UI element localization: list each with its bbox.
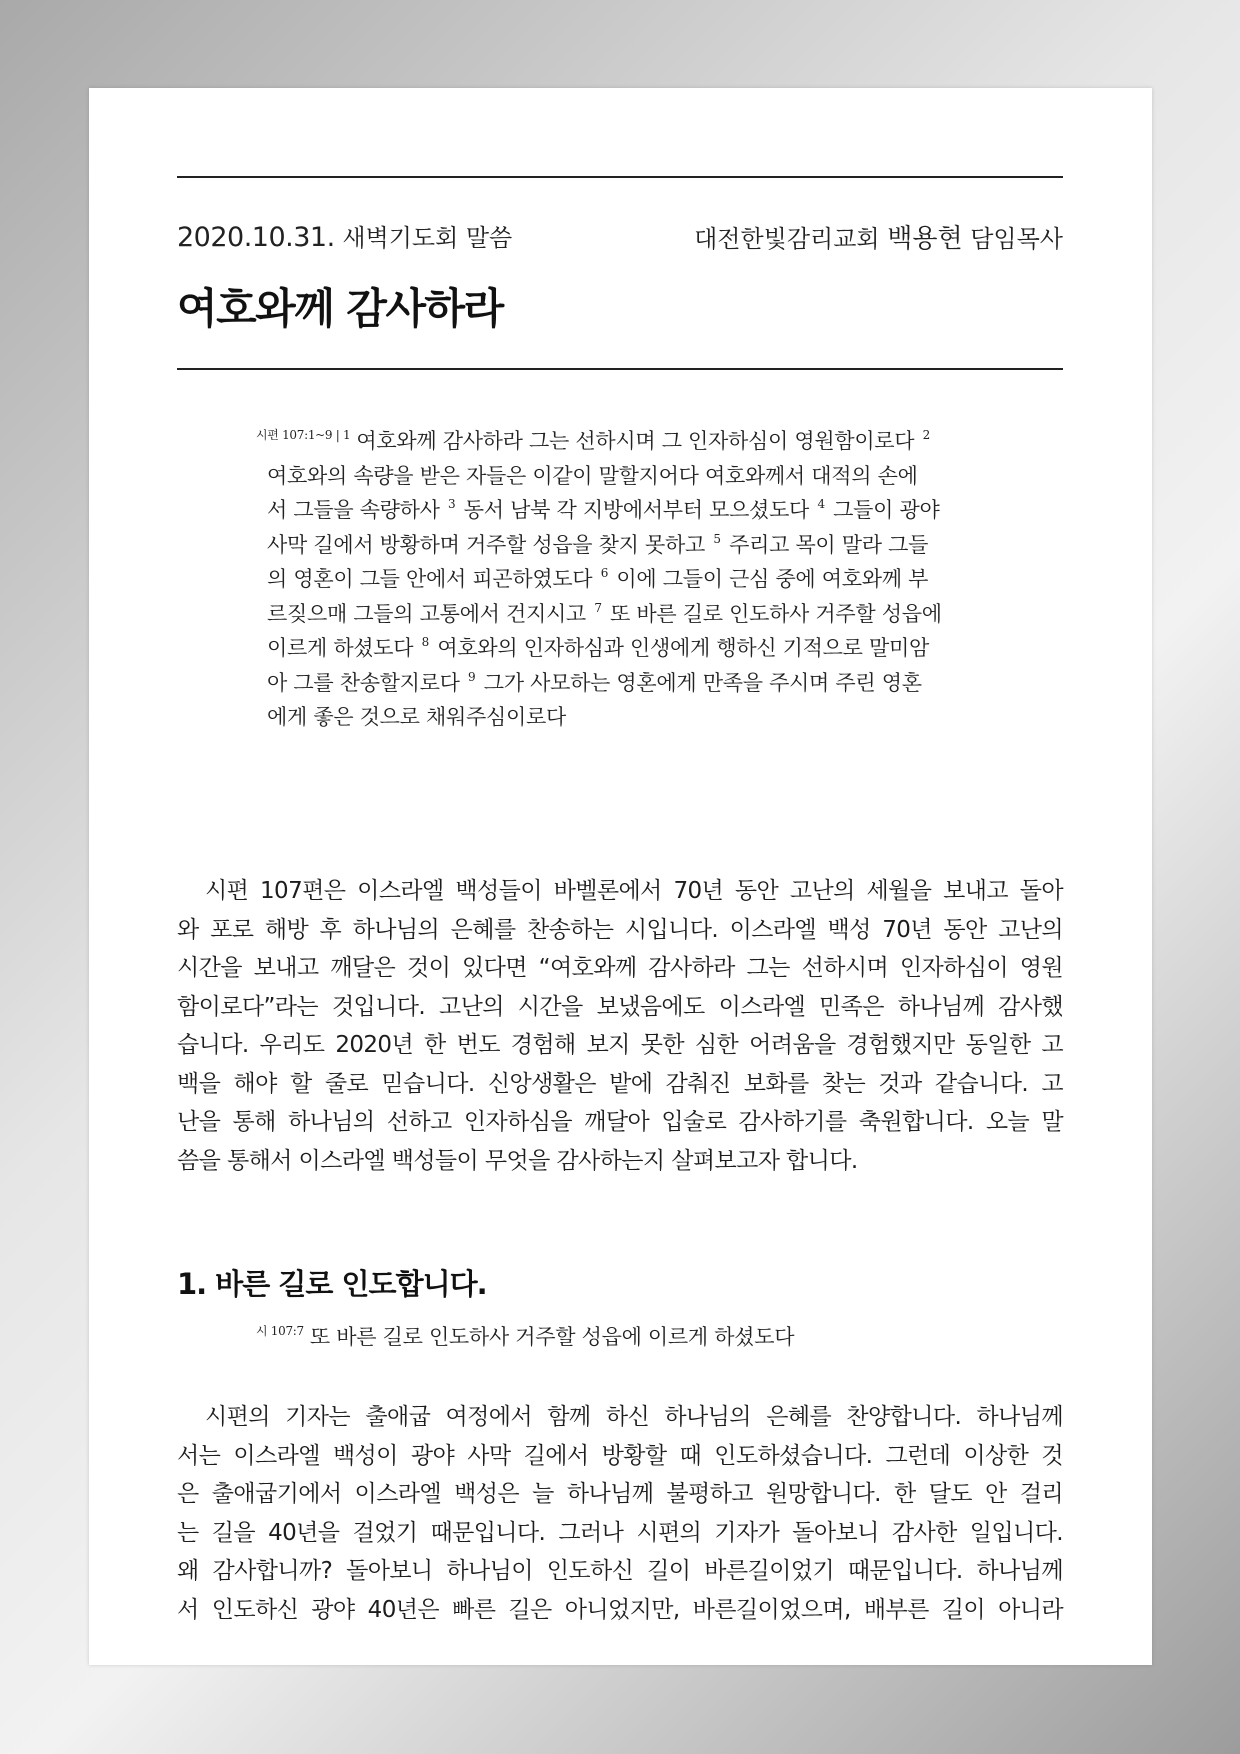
paragraph-line: 왜 감사합니까? 돌아보니 하나님이 인도하신 길이 바른길이었기 때문입니다. 하나님께 xyxy=(177,1558,1063,1584)
scripture-line xyxy=(256,597,986,632)
paragraph-line: 씀을 통해서 이스라엘 백성들이 무엇을 감사하는지 살펴보고자 합니다. xyxy=(177,1147,858,1174)
verse-number: 5 xyxy=(713,531,721,546)
paragraph-line: 와 포로 해방 후 하나님의 은혜를 찬송하는 시입니다. 이스라엘 백성 70년 동안 고난의 xyxy=(177,916,1063,943)
scripture-text: 의 영혼이 그들 안에서 피곤하였도다 xyxy=(267,567,593,591)
scripture-line xyxy=(256,493,986,528)
scripture-line xyxy=(256,666,986,701)
paragraph-line: 난을 통해 하나님의 선하고 인자하심을 깨달아 입술로 감사하기를 축원합니다. 오늘 말 xyxy=(177,1109,1063,1135)
scripture-text: 사막 길에서 방황하며 거주할 성읍을 찾지 못하고 xyxy=(267,532,705,557)
verse-text: 또 바른 길로 인도하사 거주할 성읍에 이르게 하셨도다 xyxy=(309,1325,795,1349)
scripture-line: 여호와의 속량을 받은 자들은 이같이 말할지어다 여호와께서 대적의 손에 xyxy=(267,463,918,488)
paragraph-line: 서는 이스라엘 백성이 광야 사막 길에서 방황할 때 인도하셨습니다. 그런데 이상한 것 xyxy=(177,1442,1063,1469)
scripture-text: 아 그를 찬송할지로다 xyxy=(267,670,460,695)
paragraph-line: 백을 해야 할 줄로 믿습니다. 신앙생활은 밭에 감춰진 보화를 찾는 것과 같습니다. 고 xyxy=(177,1070,1063,1097)
scripture-text: 여호와께 감사하라 그는 선하시며 그 인자하심이 영원함이로다 xyxy=(356,429,915,453)
paragraph-line: 습니다. 우리도 2020년 한 번도 경험해 보지 못한 심한 어려움을 경험했지만 동일한 고 xyxy=(177,1032,1063,1058)
scripture-line: 에게 좋은 것으로 채워주심이로다 xyxy=(267,705,566,729)
paragraph-line: 시간을 보내고 깨달은 것이 있다면 “여호와께 감사하라 그는 선하시며 인자하심이 영원 xyxy=(177,955,1063,981)
scripture-text: 그들이 광야 xyxy=(833,498,940,522)
top-rule xyxy=(177,176,1063,178)
scripture-text: 또 바른 길로 인도하사 거주할 성읍에 xyxy=(610,601,942,626)
paragraph-line: 는 길을 40년을 걸었기 때문입니다. 그러나 시편의 기자가 돌아보니 감사한 일입니다. xyxy=(177,1519,1063,1546)
section-heading: 1. 바른 길로 인도합니다. xyxy=(177,1267,487,1301)
scripture-text: 이에 그들이 근심 중에 여호와께 부 xyxy=(616,567,929,591)
paragraph-line: 함이로다”라는 것입니다. 고난의 시간을 보냈음에도 이스라엘 민족은 하나님께 감사했 xyxy=(177,993,1063,1020)
scripture-text: 여호와의 인자하심과 인생에게 행하신 기적으로 말미암 xyxy=(437,636,929,660)
title-rule xyxy=(177,368,1063,370)
verse-number: 4 xyxy=(817,497,825,511)
verse-number: 3 xyxy=(448,497,456,511)
scripture-line xyxy=(256,562,986,597)
scripture-text: 서 그들을 속량하사 xyxy=(267,498,440,522)
church-name: 대전한빛감리교회 xyxy=(694,225,880,253)
verse-number: 6 xyxy=(600,566,609,580)
paragraph-line: 시편 107편은 이스라엘 백성들이 바벨론에서 70년 동안 고난의 세월을 보내고 돌아 xyxy=(205,878,1063,904)
verse-number: 8 xyxy=(421,635,430,649)
scripture-passage xyxy=(256,418,986,735)
scripture-line xyxy=(256,631,986,666)
paragraph-line: 시편의 기자는 출애굽 여정에서 함께 하신 하나님의 은혜를 찬양합니다. 하나님께 xyxy=(205,1404,1063,1430)
sermon-meta xyxy=(177,218,512,253)
service-name: 새벽기도회 말씀 xyxy=(342,224,513,252)
scripture-text: 이르게 하셨도다 xyxy=(267,636,414,660)
intro-paragraph xyxy=(177,872,1063,1180)
verse-number: 2 xyxy=(922,428,931,442)
scripture-text: 르짖으매 그들의 고통에서 건지시고 xyxy=(267,601,586,626)
scripture-text: 그가 사모하는 영혼에게 만족을 주시며 주린 영혼 xyxy=(483,670,922,695)
paragraph-line: 서 인도하신 광야 40년은 빠른 길은 아니었지만, 바른길이었으며, 배부른 길이 아니라 xyxy=(177,1596,1063,1623)
document-page xyxy=(89,88,1152,1665)
pastor-title: 담임목사 xyxy=(970,225,1063,253)
scripture-line xyxy=(256,418,986,459)
preacher-info xyxy=(694,218,1063,255)
sermon-title: 여호와께 감사하라 xyxy=(177,284,503,333)
verse-quote xyxy=(256,1321,794,1351)
scripture-text: 주리고 목이 말라 그들 xyxy=(729,532,929,557)
verse-number: 9 xyxy=(468,669,476,684)
paragraph-line: 은 출애굽기에서 이스라엘 백성은 늘 하나님께 불평하고 원망합니다. 한 달도 안 걸리 xyxy=(177,1481,1063,1507)
pastor-name: 백용현 xyxy=(887,224,963,254)
sermon-date: 2020.10.31. xyxy=(177,222,335,253)
section-paragraph xyxy=(177,1398,1063,1629)
verse-reference: 시 107:7 xyxy=(256,1324,304,1338)
scripture-line xyxy=(256,528,986,563)
scripture-reference: 시편 107:1~9 | 1 xyxy=(256,428,351,442)
scripture-text: 동서 남북 각 지방에서부터 모으셨도다 xyxy=(463,498,810,522)
verse-number: 7 xyxy=(594,600,602,615)
